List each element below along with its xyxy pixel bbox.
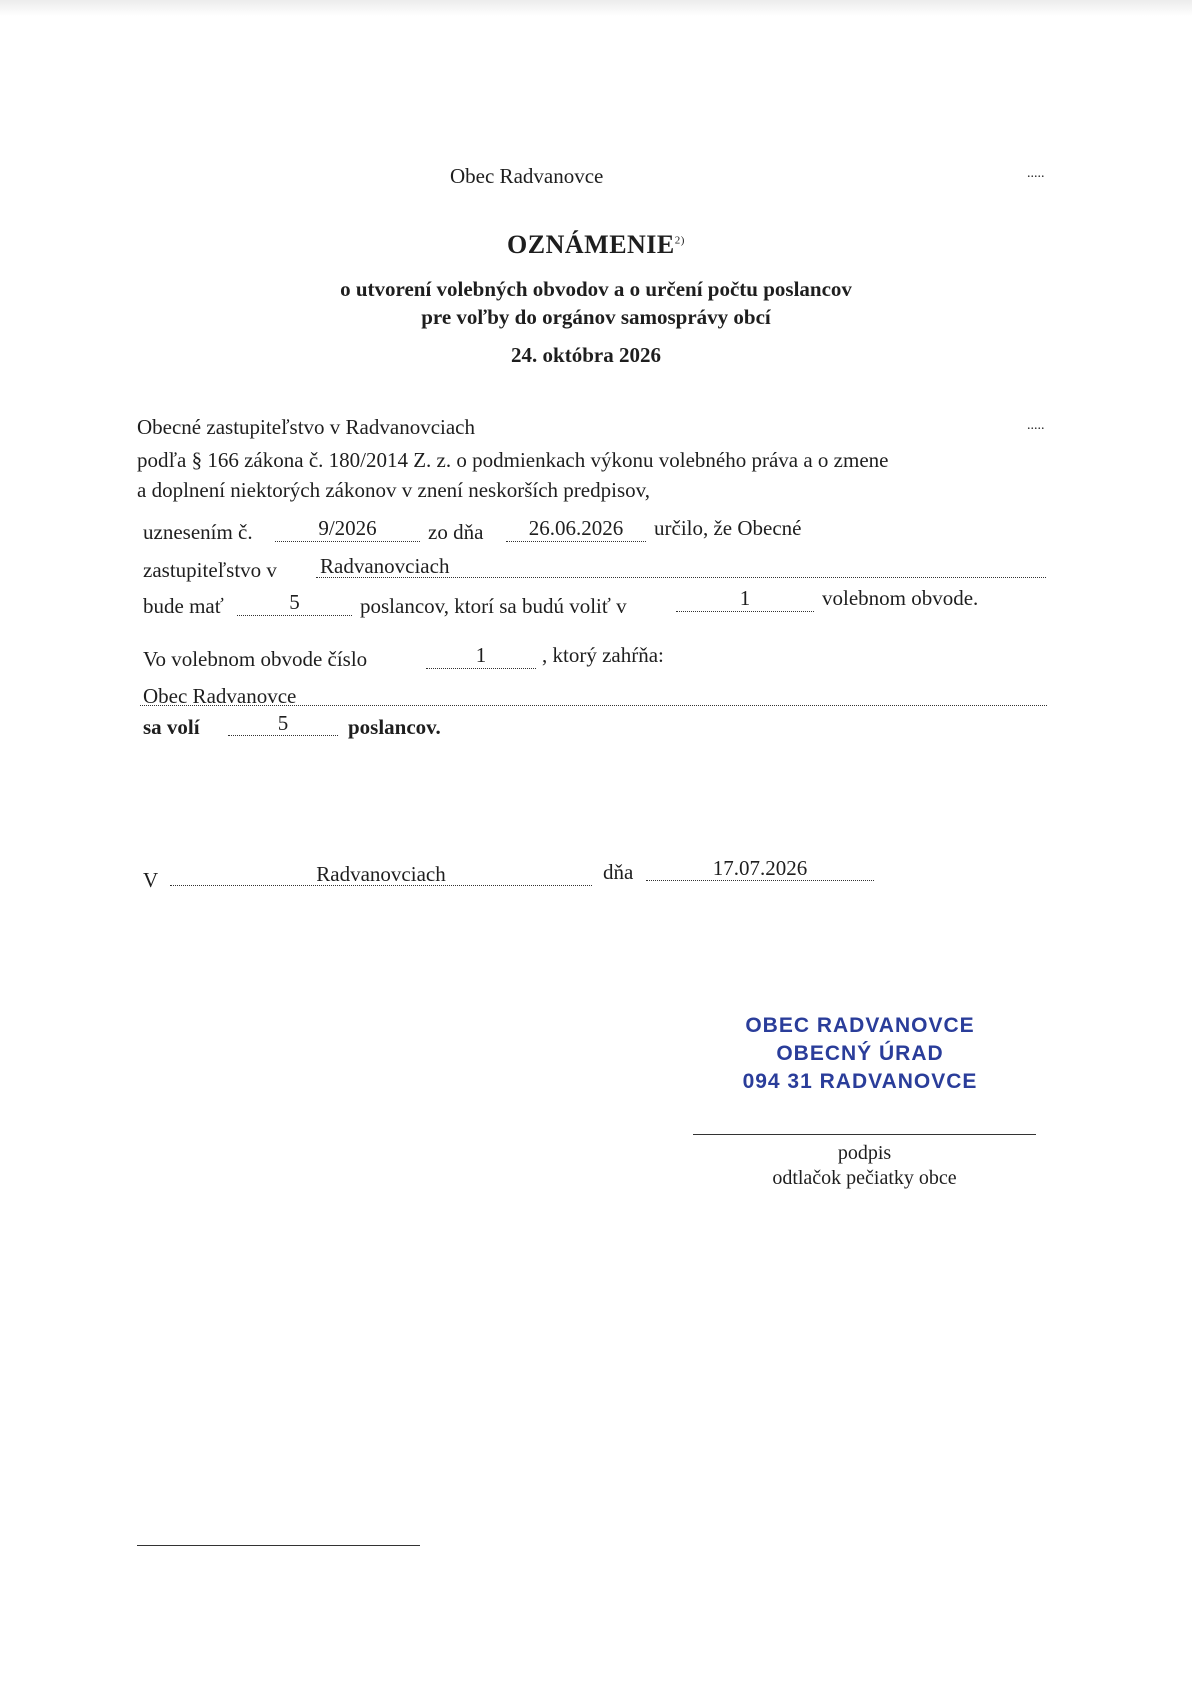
title-footnote-mark: 2)	[674, 234, 685, 247]
district-prefix: Vo volebnom obvode číslo	[143, 647, 368, 671]
date-value: 17.07.2026	[712, 856, 808, 880]
resolution-date-prefix: zo dňa	[428, 520, 484, 544]
subtitle-line2: pre voľby do orgánov samosprávy obcí	[421, 305, 771, 329]
title-main: OZNÁMENIE	[507, 230, 675, 259]
stamp-imprint-label: odtlačok pečiatky obce	[772, 1167, 957, 1189]
signature-label: podpis	[837, 1142, 892, 1164]
will-have-label: bude mať	[143, 594, 224, 618]
elect-prefix: sa volí	[143, 715, 200, 739]
resolution-date-dots	[506, 541, 646, 542]
district-area: Obec Radvanovce	[143, 684, 297, 708]
resolution-number: 9/2026	[318, 516, 377, 540]
document-title	[0, 230, 1192, 260]
district-area-dots	[140, 705, 1047, 706]
scan-edge-shadow	[0, 0, 1192, 16]
stamp-line3: 094 31 RADVANOVCE	[742, 1070, 978, 1093]
place-dots	[170, 885, 592, 886]
council-place: Radvanovciach	[320, 554, 450, 578]
council-prefix: zastupiteľstvo v	[143, 558, 277, 582]
place-value: Radvanovciach	[316, 862, 446, 886]
districts-text: volebnom obvode.	[822, 586, 979, 610]
municipality-header: Obec Radvanovce	[450, 164, 604, 188]
date-dots	[646, 880, 874, 881]
date-label: dňa	[603, 860, 634, 884]
districts-count-dots	[676, 611, 814, 612]
resolution-prefix: uznesením č.	[143, 520, 253, 544]
district-number: 1	[475, 643, 487, 667]
body-line3: a doplnení niektorých zákonov v znení neskorších predpisov,	[137, 478, 651, 502]
elect-count-dots	[228, 735, 338, 736]
district-suffix: , ktorý zahŕňa:	[542, 643, 664, 667]
header-corner-dots: .....	[1027, 166, 1045, 181]
signature-line	[693, 1134, 1036, 1135]
council-place-dots	[316, 577, 1046, 578]
body-line1: Obecné zastupiteľstvo v Radvanovciach	[137, 415, 475, 439]
elect-suffix: poslancov.	[348, 715, 441, 739]
deputies-count: 5	[289, 590, 300, 614]
resolution-number-dots	[275, 541, 420, 542]
body-line1-dots: .....	[1027, 418, 1045, 433]
election-date: 24. októbra 2026	[511, 343, 661, 367]
place-v-label: V	[143, 868, 159, 892]
district-number-dots	[426, 668, 536, 669]
elect-count: 5	[277, 711, 289, 735]
stamp-line1: OBEC RADVANOVCE	[745, 1014, 975, 1037]
deputies-count-dots	[237, 615, 352, 616]
stamp-line2: OBECNÝ ÚRAD	[776, 1042, 944, 1065]
resolution-suffix: určilo, že Obecné	[654, 516, 802, 540]
resolution-date: 26.06.2026	[528, 516, 624, 540]
subtitle-line1: o utvorení volebných obvodov a o určení počtu poslancov	[340, 277, 852, 301]
deputies-text: poslancov, ktorí sa budú voliť v	[360, 594, 627, 618]
footnote-separator	[137, 1545, 420, 1546]
districts-count: 1	[739, 586, 751, 610]
body-line2: podľa § 166 zákona č. 180/2014 Z. z. o podmienkach výkonu volebného práva a o zmene	[137, 448, 889, 472]
